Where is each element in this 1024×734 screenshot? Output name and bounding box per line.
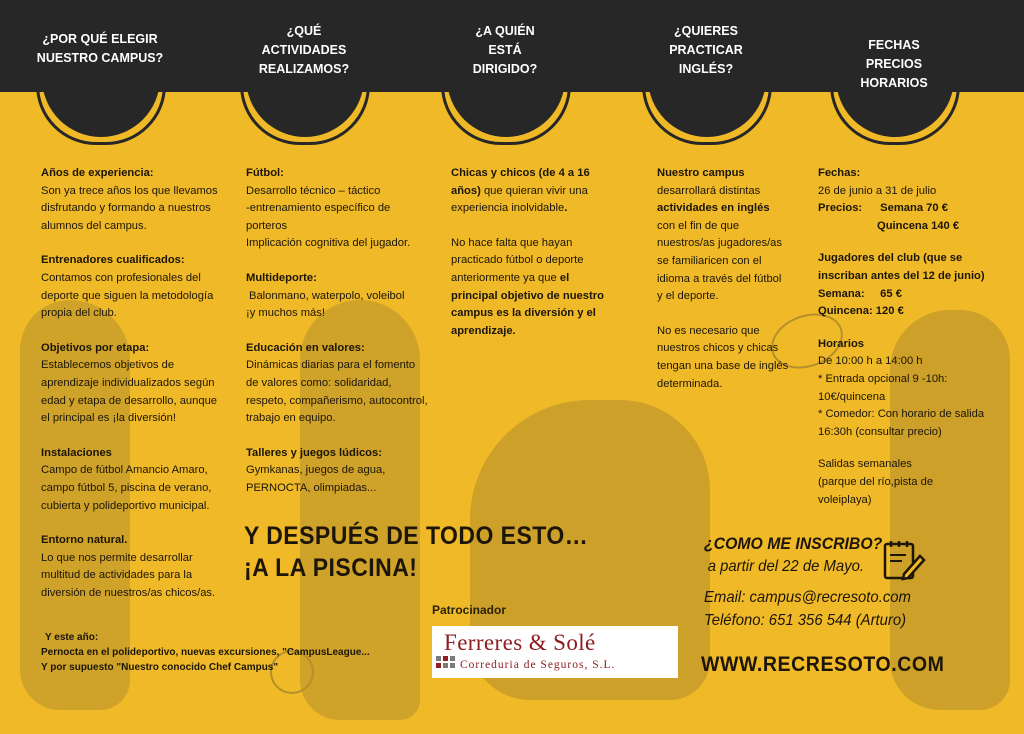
football-line-3: Implicación cognitiva del jugador. bbox=[246, 237, 411, 250]
heading-why-choose: ¿POR QUÉ ELEGIR NUESTRO CAMPUS? bbox=[36, 32, 164, 65]
trips-title: Salidas semanales bbox=[818, 458, 912, 471]
heading-target: ¿A QUIÉN ESTÁ DIRIGIDO? bbox=[472, 24, 538, 76]
experience-title: Años de experiencia: bbox=[41, 167, 154, 179]
pool-headline bbox=[244, 520, 588, 584]
objectives-title: Objetivos por etapa: bbox=[41, 341, 150, 354]
experience-text: Son ya trece años los que llevamos disfrutando y formando a nuestros alumnos del campus. bbox=[41, 184, 218, 232]
coaches-text: Contamos con profesionales del deporte que siguen la metodología propia del club. bbox=[41, 271, 214, 320]
dates-text: 26 de junio a 31 de julio bbox=[818, 184, 937, 197]
sponsor-logo bbox=[432, 626, 678, 678]
target-dot: . bbox=[564, 202, 568, 215]
multisport-title: Multideporte: bbox=[246, 271, 317, 284]
facilities-text: Campo de fútbol Amancio Amaro, campo fútbol 5, piscina de verano, cubierta y polideportivo municipal. bbox=[41, 464, 212, 512]
this-year-line-2: Y por supuesto "Nuestro conocido Chef Campus" bbox=[41, 662, 279, 673]
registration-email[interactable]: Email: campus@recresoto.com bbox=[704, 589, 911, 606]
column-english bbox=[657, 165, 789, 410]
heading-dates-prices: FECHAS PRECIOS HORARIOS bbox=[860, 38, 928, 90]
sponsor-label: Patrocinador bbox=[432, 603, 507, 617]
english-line-1: desarrollará distintas bbox=[657, 184, 761, 197]
pool-headline-line-2: ¡A LA PISCINA! bbox=[244, 554, 418, 582]
price-fortnight: Quincena 140 € bbox=[877, 219, 960, 232]
environment-text: Lo que nos permite desarrollar multitud de actividades para la diversión de nuestros/as chicos/as. bbox=[41, 551, 216, 599]
club-price-week: Semana: 65 € bbox=[818, 287, 902, 300]
registration-title: ¿COMO ME INSCRIBO? bbox=[704, 534, 883, 553]
schedule-line-2: * Entrada opcional 9 -10h: 10€/quincena bbox=[818, 372, 948, 403]
football-title: Fútbol: bbox=[246, 167, 284, 179]
schedule-line-3: * Comedor: Con horario de salida 16:30h (consultar precio) bbox=[818, 408, 985, 438]
environment-title: Entorno natural. bbox=[41, 534, 128, 547]
sponsor-name: Ferreres & Solé bbox=[444, 630, 596, 655]
coaches-title: Entrenadores cualificados: bbox=[41, 254, 185, 267]
website-link[interactable]: WWW.RECRESOTO.COM bbox=[701, 653, 945, 676]
club-price-fortnight: Quincena: 120 € bbox=[818, 305, 904, 318]
target-objective: el principal objetivo de nuestro campus es la diversión y el aprendizaje. bbox=[451, 271, 604, 337]
column-dates-prices bbox=[818, 165, 988, 526]
english-text: con el fin de que nuestros/as jugadores/as se familiaricen con el idioma a través del fútbol y el deporte. bbox=[657, 219, 783, 303]
english-activities: actividades en inglés bbox=[657, 202, 770, 215]
dates-title: Fechas: bbox=[818, 167, 861, 179]
heading-english: ¿QUIERES PRACTICAR INGLÉS? bbox=[669, 24, 743, 76]
workshops-title: Talleres y juegos lúdicos: bbox=[246, 446, 382, 459]
pool-headline-line-1: Y DESPUÉS DE TODO ESTO… bbox=[244, 522, 589, 550]
values-text: Dinámicas diarias para el fomento de valores como: solidaridad, respeto, compañerismo, autocontrol, trabajo en equipo. bbox=[246, 359, 428, 425]
workshops-text: Gymkanas, juegos de agua, PERNOCTA, olimpiadas... bbox=[246, 464, 386, 494]
english-no-base: No es necesario que nuestros chicos y chicas tengan una base de inglés determinada. bbox=[657, 324, 789, 390]
schedule-title: Horarios bbox=[818, 337, 865, 350]
notepad-pencil-icon bbox=[882, 538, 926, 582]
sponsor-grid-icon bbox=[436, 656, 456, 672]
this-year-block bbox=[41, 630, 370, 675]
multisport-line-2: ¡y muchos más! bbox=[246, 307, 325, 320]
heading-activities: ¿QUÉ ACTIVIDADES REALIZAMOS? bbox=[258, 24, 350, 76]
column-activities bbox=[246, 165, 428, 515]
football-line-1: Desarrollo técnico – táctico bbox=[246, 184, 381, 197]
english-title: Nuestro campus bbox=[657, 167, 745, 179]
this-year-title: Y este año: bbox=[45, 632, 99, 643]
target-no-need: No hace falta que hayan practicado fútbol o deporte anteriormente ya que bbox=[451, 236, 584, 284]
values-title: Educación en valores: bbox=[246, 341, 365, 354]
this-year-line-1: Pernocta en el polideportivo, nuevas excursiones, "CampusLeague... bbox=[41, 647, 370, 658]
column-target bbox=[451, 165, 616, 357]
facilities-title: Instalaciones bbox=[41, 446, 112, 459]
prices-label: Precios: bbox=[818, 202, 863, 215]
trips-text: (parque del río,pista de voleiplaya) bbox=[818, 475, 934, 506]
registration-date: a partir del 22 de Mayo. bbox=[707, 558, 865, 575]
target-text: que quieran vivir una experiencia inolvidable bbox=[451, 184, 588, 215]
registration-phone[interactable]: Teléfono: 651 356 544 (Arturo) bbox=[704, 612, 907, 629]
registration-block bbox=[704, 532, 911, 632]
target-age: Chicas y chicos (de 4 a 16 años) bbox=[451, 167, 590, 197]
sponsor-subtitle: Correduria de Seguros, S.L. bbox=[460, 659, 616, 671]
multisport-line-1: Balonmano, waterpolo, voleibol bbox=[249, 289, 405, 302]
column-why-choose bbox=[41, 165, 221, 619]
football-line-2: -entrenamiento específico de porteros bbox=[246, 202, 391, 232]
schedule-line-1: De 10:00 h a 14:00 h bbox=[818, 355, 923, 368]
objectives-text: Establecemos objetivos de aprendizaje individualizados según edad y etapa de desarrollo, aunque el principal es ¡la diversión! bbox=[41, 359, 218, 425]
club-players-title: Jugadores del club (que se inscriban antes del 12 de junio) bbox=[818, 252, 985, 282]
price-week: Semana 70 € bbox=[880, 202, 948, 215]
